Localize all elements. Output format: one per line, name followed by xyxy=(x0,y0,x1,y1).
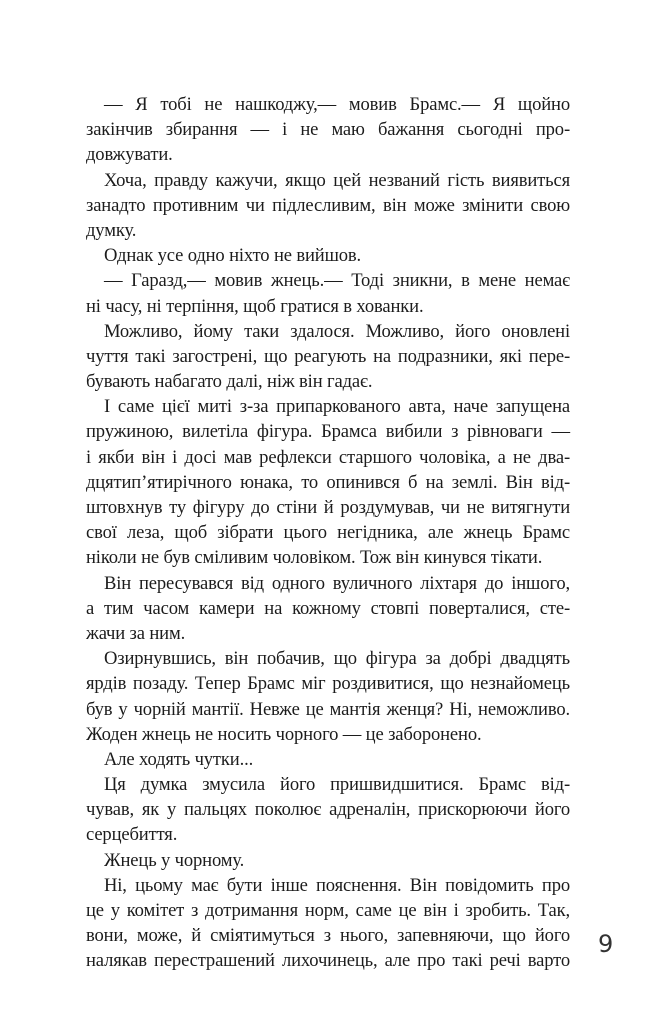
text-line: занадто противним чи підлесливим, він може змінити свою xyxy=(86,194,570,216)
text-line: Однак усе одно ніхто не вийшов. xyxy=(104,245,362,267)
text-line: ярдів позаду. Тепер Брамс міг роздивитися, що незнайомець xyxy=(86,673,570,695)
text-line: Можливо, йому таки здалося. Можливо, його оновлені xyxy=(104,320,570,342)
text-line: і якби він і досі мав рефлекси старшого чоловіка, а не два- xyxy=(86,446,570,468)
text-line: — Гаразд,— мовив жнець.— Тоді зникни, в мене немає xyxy=(104,270,570,292)
text-line: жачи за ним. xyxy=(86,622,186,644)
text-line: дцятип’ятирічного юнака, то опинився б на землі. Він від- xyxy=(86,471,570,493)
text-line: а тим часом камери на кожному стовпі поверталися, сте- xyxy=(86,597,570,619)
text-line: ніколи не був сміливим чоловіком. Тож він кинувся тікати. xyxy=(86,547,543,569)
text-line: довжувати. xyxy=(86,144,173,166)
book-page-body xyxy=(86,92,570,974)
text-line: Жоден жнець не носить чорного — це заборонено. xyxy=(86,723,482,745)
text-line: серцебиття. xyxy=(86,824,178,846)
text-line: чуття такі загострені, що реагують на подразники, які пере- xyxy=(86,345,570,367)
text-line: налякав перестрашений лихочинець, але про такі речі варто xyxy=(86,950,570,972)
text-line: — Я тобі не нашкоджу,— мовив Брамс.— Я щойно xyxy=(104,94,570,115)
text-line: свої леза, щоб зібрати цього негідника, але жнець Брамс xyxy=(86,522,570,544)
text-line: закінчив збирання — і не маю бажання сьогодні про- xyxy=(86,119,570,141)
text-line: вони, може, й сміятимуться з нього, запевняючи, що його xyxy=(86,925,570,947)
text-line: Ні, цьому має бути інше пояснення. Він повідомить про xyxy=(104,874,570,896)
text-line: Хоча, правду кажучи, якщо цей незваний гість виявиться xyxy=(104,169,570,191)
text-line: Але ходять чутки... xyxy=(104,748,254,770)
text-line: І саме цієї миті з-за припаркованого авта, наче запущена xyxy=(104,396,570,418)
text-line: Жнець у чорному. xyxy=(104,849,245,871)
text-line: чував, як у пальцях поколює адреналін, прискорюючи його xyxy=(86,799,570,821)
text-line: штовхнув ту фігуру до стіни й роздумував, чи не витягнути xyxy=(86,497,570,518)
text-line: Він пересувався від одного вуличного ліхтаря до іншого, xyxy=(104,572,570,594)
text-line: Озирнувшись, він побачив, що фігура за добрі двадцять xyxy=(104,648,570,670)
text-line: ні часу, ні терпіння, щоб гратися в хованки. xyxy=(86,295,424,317)
text-line: Ця думка змусила його пришвидшитися. Брамс від- xyxy=(104,774,570,796)
text-line: думку. xyxy=(86,219,137,241)
page-number: 9 xyxy=(598,930,614,958)
text-line: це у комітет з дотримання норм, саме це він і зробить. Так, xyxy=(86,900,570,921)
text-line: пружиною, вилетіла фігура. Брамса вибили з рівноваги — xyxy=(86,421,570,443)
text-line: був у чорній мантії. Невже це мантія женця? Ні, неможливо. xyxy=(86,698,570,720)
text-line: бувають набагато далі, ніж він гадає. xyxy=(86,371,373,393)
